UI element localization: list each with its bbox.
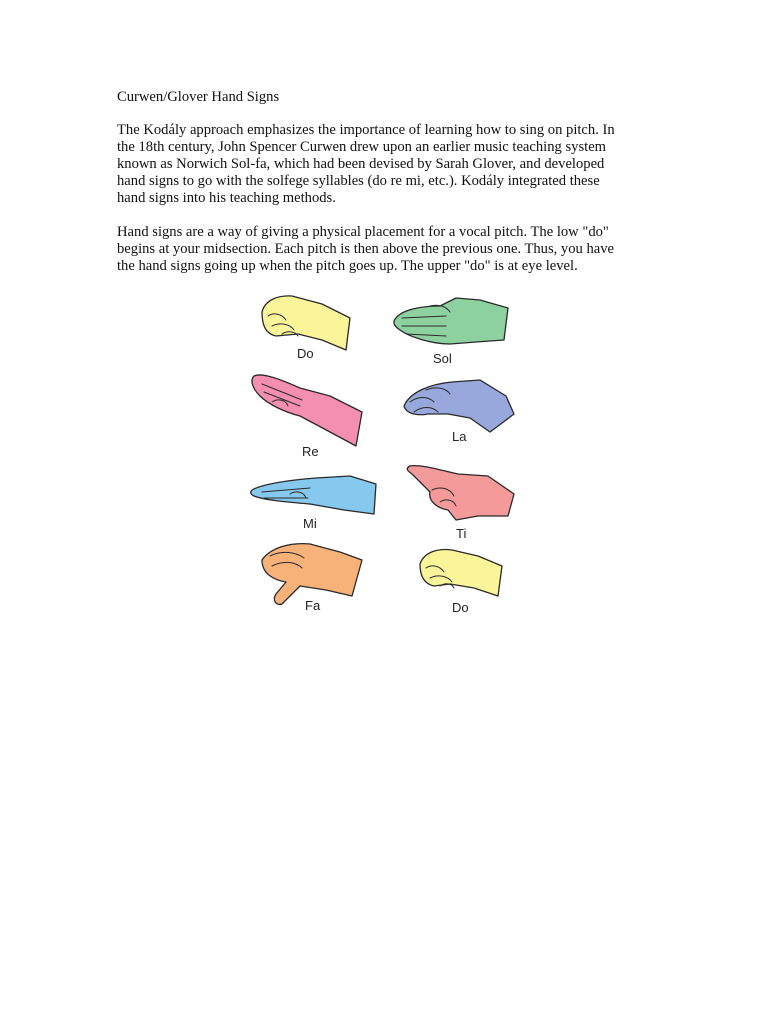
paragraph-line: Hand signs are a way of giving a physical placement for a vocal pitch. The low "do" (117, 224, 609, 240)
paragraph-line: the 18th century, John Spencer Curwen drew upon an earlier music teaching system (117, 139, 607, 155)
hand-label-ti: Ti (456, 526, 467, 541)
hand-la-icon (404, 380, 514, 432)
paragraph-line: begins at your midsection. Each pitch is then above the previous one. Thus, you have (117, 241, 615, 257)
hand-do-low-icon (262, 296, 350, 350)
hand-mi-icon (251, 476, 376, 514)
hand-fa-icon (262, 544, 362, 605)
hand-label-do-low: Do (297, 346, 314, 361)
hand-label-re: Re (302, 444, 319, 459)
hand-do-high-icon (420, 550, 502, 596)
hand-label-la: La (452, 429, 467, 444)
paragraph-line: hand signs into his teaching methods. (117, 190, 336, 206)
paragraph-line: known as Norwich Sol-fa, which had been devised by Sarah Glover, and developed (117, 156, 605, 172)
hand-label-fa: Fa (305, 598, 321, 613)
hand-label-sol: Sol (433, 351, 452, 366)
hand-label-mi: Mi (303, 516, 317, 531)
document-title: Curwen/Glover Hand Signs (117, 89, 280, 105)
paragraph-line: The Kodály approach emphasizes the importance of learning how to sing on pitch. In (117, 122, 615, 138)
hand-label-do-high: Do (452, 600, 469, 615)
hand-ti-icon (407, 466, 514, 520)
paragraph-line: the hand signs going up when the pitch goes up. The upper "do" is at eye level. (117, 258, 578, 274)
hand-sol-icon (394, 298, 508, 344)
paragraph-line: hand signs to go with the solfege syllables (do re mi, etc.). Kodály integrated these (117, 173, 600, 189)
hand-re-icon (252, 375, 362, 446)
